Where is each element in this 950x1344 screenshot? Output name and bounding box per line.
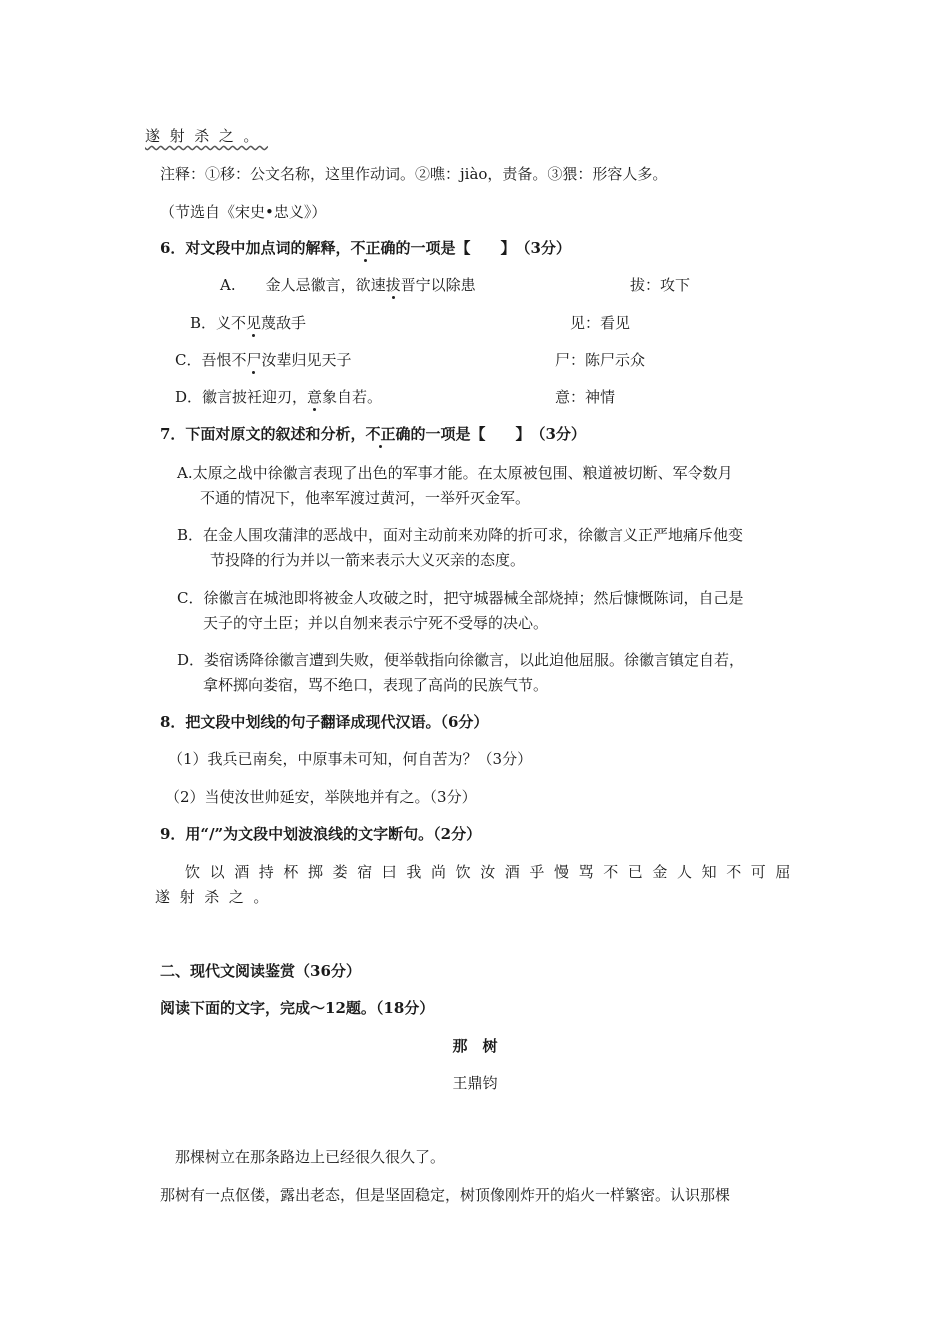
reading-instruction: 阅读下面的文字，完成～12题。（18分）: [160, 999, 435, 1017]
q6-option-d-meaning: 意：神情: [555, 388, 616, 406]
q7-option-b-line1: B．在金人围攻蒲津的恶战中，面对主动前来劝降的折可求，徐徽言义正严地痛斥他变: [177, 526, 744, 544]
q6-stem: 6．对文段中加点词的解释，不正确的一项是【 】 （3分）: [160, 239, 571, 257]
section-heading: 二、现代文阅读鉴赏（36分）: [160, 962, 361, 980]
q7-option-d-line2: 拿杯掷向娄宿，骂不绝口，表现了高尚的民族气节。: [203, 676, 549, 694]
q7-option-a-line2: 不通的情况下，他率军渡过黄河，一举歼灭金军。: [200, 489, 531, 507]
q7-option-b-line2: 节投降的行为并以一箭来表示大义灭亲的态度。: [210, 551, 526, 569]
q9-stem: 9．用“/”为文段中划波浪线的文字断句。（2分）: [160, 825, 482, 843]
q9-passage-line2: 遂射杀之。: [155, 888, 279, 906]
q6-option-a-meaning: 拔：攻下: [630, 276, 691, 294]
q6-option-b: B．义不见蔑敌手: [190, 314, 307, 332]
article-title: 那 树: [452, 1037, 498, 1055]
q7-option-d-line1: D．娄宿诱降徐徽言遭到失败，便举戟指向徐徽言，以此迫他屈服。徐徽言镇定自若，: [177, 651, 745, 669]
q8-stem: 8．把文段中划线的句子翻译成现代汉语。（6分）: [160, 713, 489, 731]
article-author: 王鼎钧: [452, 1074, 498, 1092]
q9-passage-line1: 饮以酒持杯掷娄宿曰我尚饮汝酒乎慢骂不已金人知不可屈: [185, 863, 801, 881]
q6-option-c: C．吾恨不尸汝辈归见天子: [175, 351, 352, 369]
q7-option-c-line1: C．徐徽言在城池即将被金人攻破之时，把守城器械全部烧掉；然后慷慨陈词，自己是: [177, 589, 744, 607]
emphasis-not: 不正: [350, 239, 381, 257]
q7-option-a-line1: A.太原之战中徐徽言表现了出色的军事才能。在太原被包围、粮道被切断、军令数月: [177, 464, 733, 482]
q6-option-b-meaning: 见：看见: [570, 314, 631, 332]
q6-option-c-meaning: 尸：陈尸示众: [555, 351, 646, 369]
q7-stem: 7．下面对原文的叙述和分析，不正确的一项是【 】 （3分）: [160, 425, 586, 443]
article-paragraph-1: 那棵树立在那条路边上已经很久很久了。: [175, 1148, 446, 1166]
annotation-note: 注释：①移：公文名称，这里作动词。②噍：jiào，责备。③猥：形容人多。: [160, 165, 668, 183]
article-paragraph-2: 那树有一点伛偻，露出老态，但是坚固稳定，树顶像刚炸开的焰火一样繁密。认识那棵: [160, 1186, 731, 1204]
q7-option-c-line2: 天子的守土臣；并以自刎来表示宁死不受辱的决心。: [203, 614, 549, 632]
q8-item-1: （1）我兵已南矣，中原事未可知，何自苦为？（3分）: [168, 750, 533, 768]
q6-option-a: A. 金人忌徽言，欲速拔晋宁以除患: [220, 276, 476, 294]
q6-option-d: D．徽言披衽迎刃，意象自若。: [175, 388, 383, 406]
emphasis-not: 不正: [365, 425, 396, 443]
passage-tail: 遂射杀之。: [145, 127, 269, 145]
q8-item-2: （2）当使汝世帅延安，举陕地并有之。（3分）: [165, 788, 477, 806]
source-citation: （节选自《宋史•忠义》）: [160, 203, 327, 221]
